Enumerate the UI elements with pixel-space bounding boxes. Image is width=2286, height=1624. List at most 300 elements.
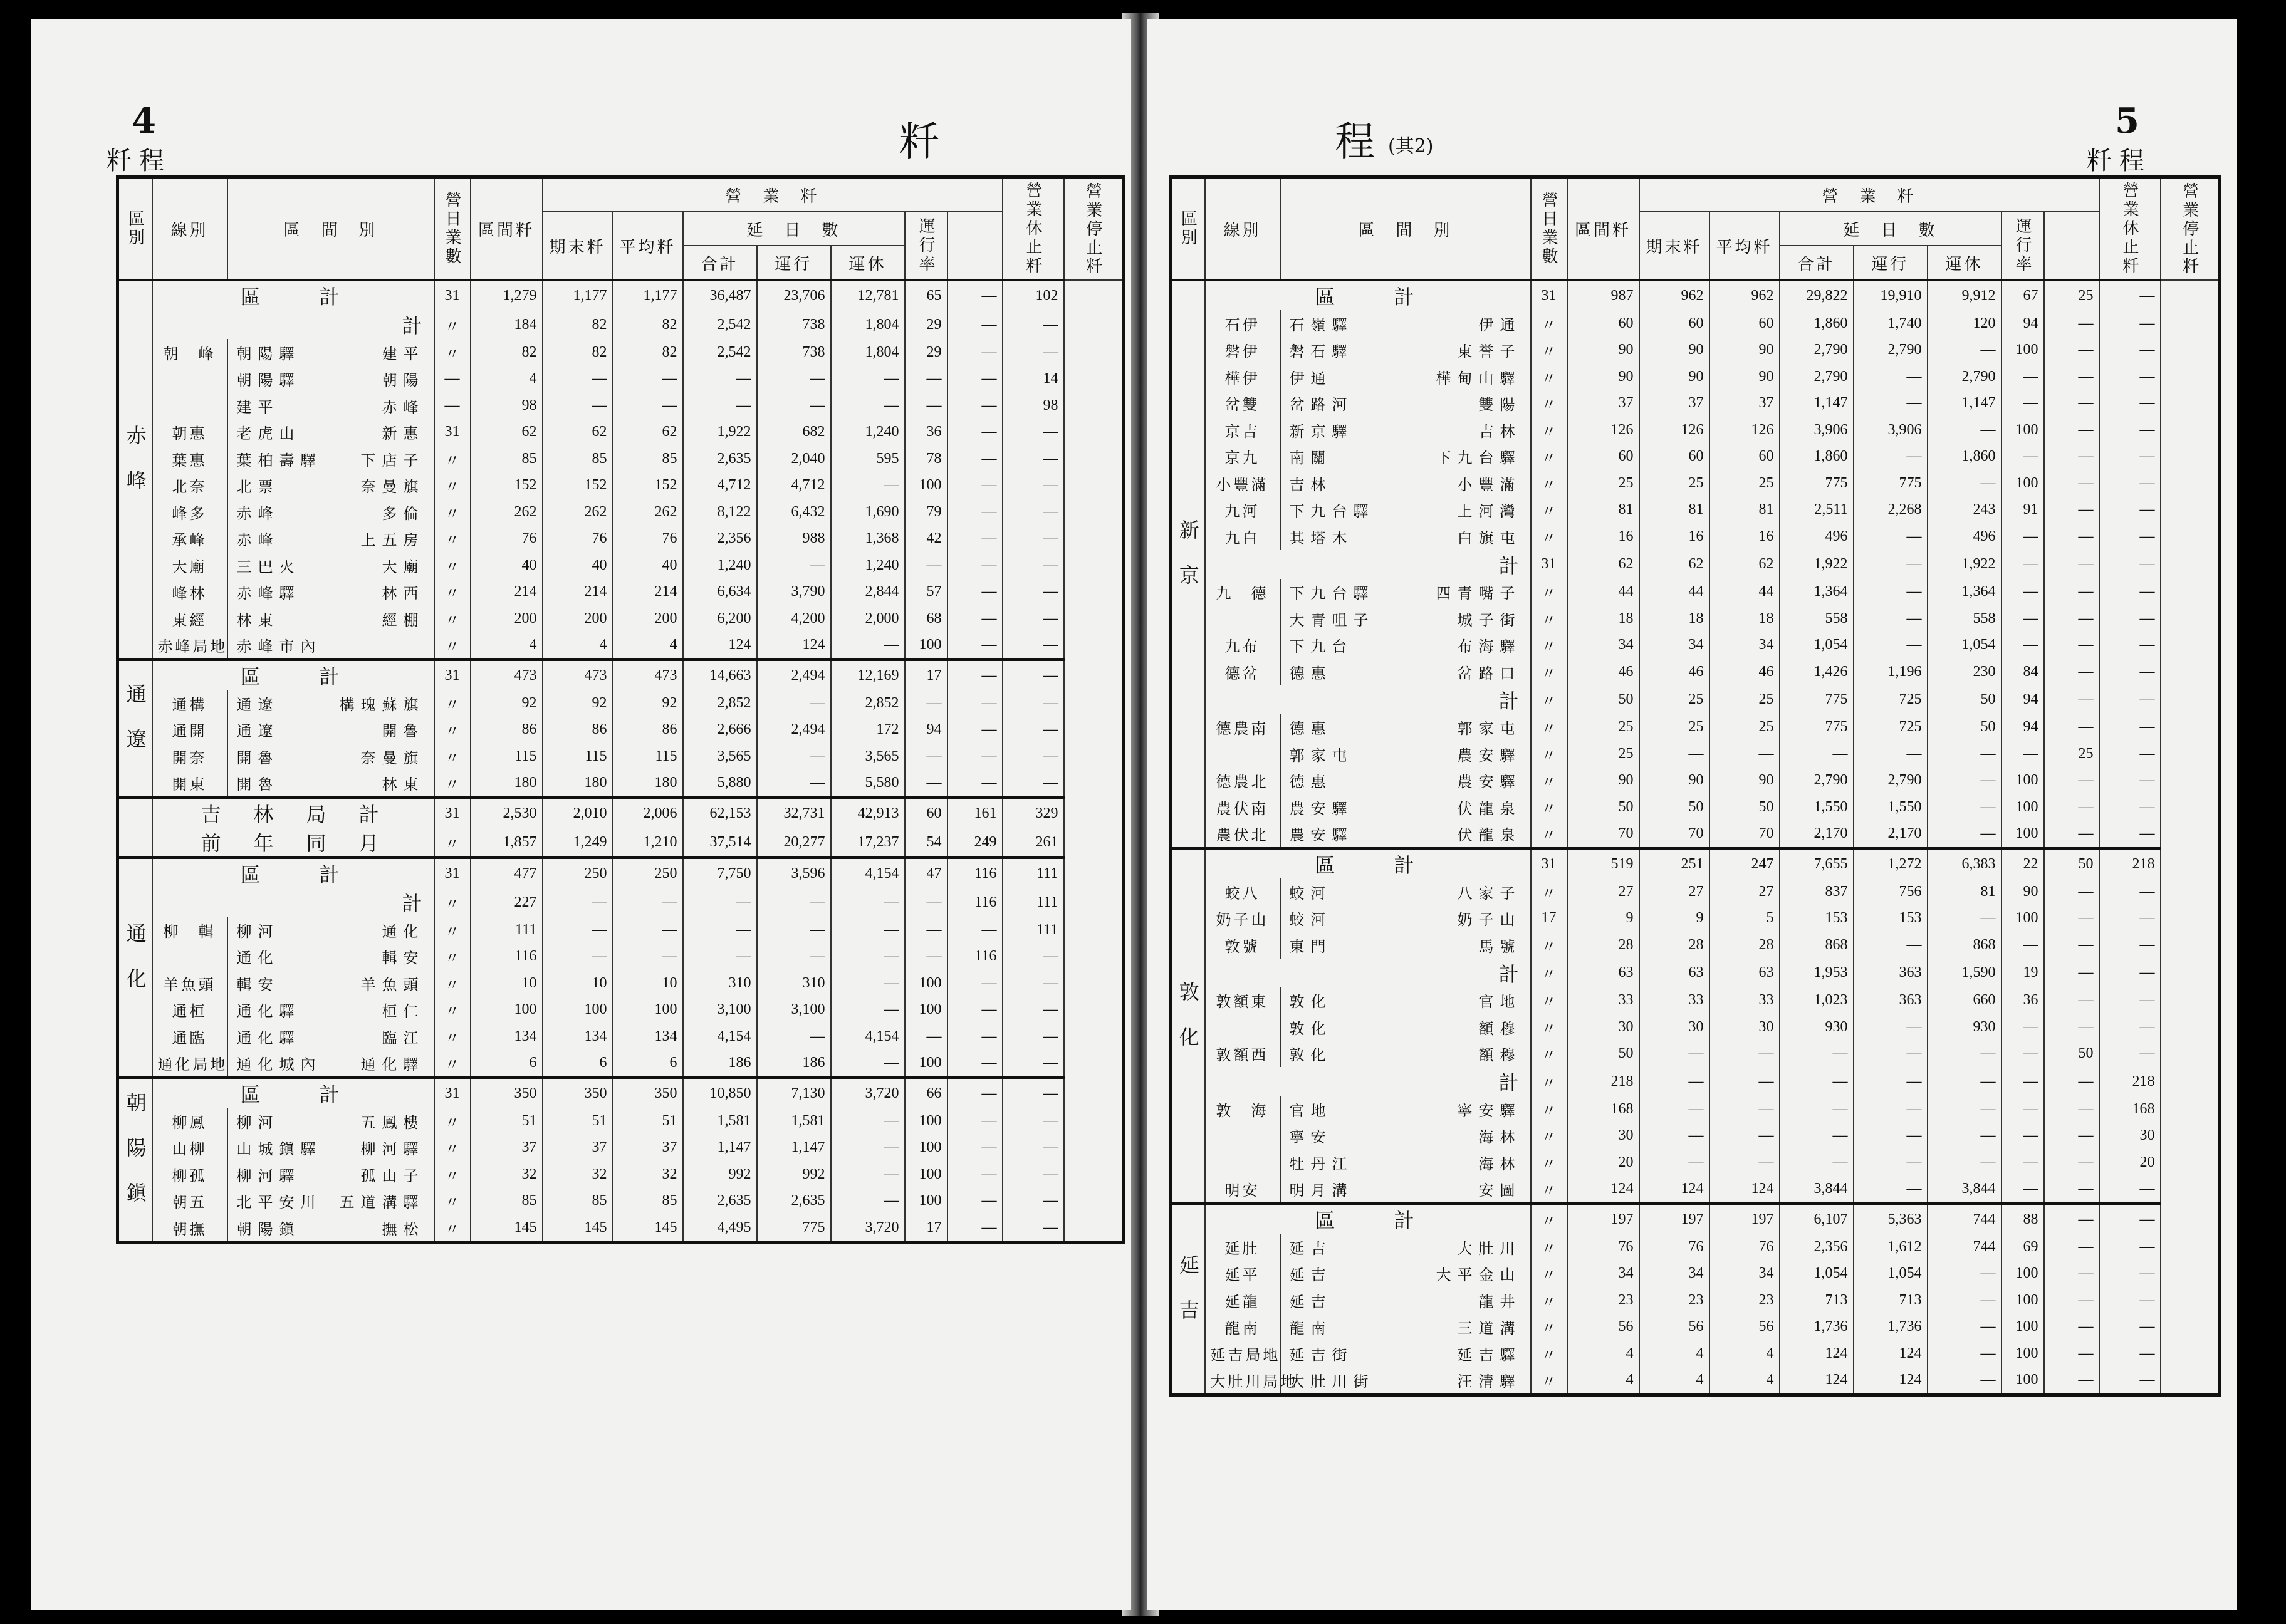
section-km: 70: [1567, 821, 1639, 849]
section-summary: 吉 林 局 計: [152, 798, 434, 828]
train-days-running: 1,736: [1854, 1314, 1928, 1341]
section-summary: 區 計: [1205, 848, 1531, 878]
closed-km: —: [2044, 310, 2099, 337]
section-from: 延吉: [1289, 1266, 1332, 1284]
business-days: 〃: [434, 579, 471, 606]
business-days: 〃: [1531, 1340, 1567, 1367]
line-name: 樺伊: [1205, 363, 1280, 390]
table-row: [1171, 550, 2220, 579]
run-rate: —: [905, 743, 947, 770]
end-km: 82: [543, 310, 613, 339]
run-rate: 100: [905, 1135, 947, 1162]
train-days-suspended: 81: [1928, 878, 2002, 905]
line-name: 通構: [152, 690, 227, 717]
section-summary: 區 計: [152, 280, 434, 310]
business-days: 〃: [434, 339, 471, 366]
run-rate: 100: [2002, 1367, 2044, 1395]
table-row: [118, 526, 1124, 553]
section-to: 奶子山: [1457, 911, 1521, 929]
business-days: 〃: [1531, 794, 1567, 821]
train-days-total: 837: [1780, 878, 1854, 905]
business-days: 〃: [1531, 417, 1567, 444]
stopped-km: —: [2099, 987, 2161, 1014]
table-row: [1171, 1340, 2220, 1367]
closed-km: —: [2044, 905, 2099, 932]
section-from: 明月溝: [1289, 1182, 1354, 1200]
section-km: 180: [471, 770, 543, 798]
end-km: 473: [543, 660, 613, 690]
end-km: 23: [1639, 1287, 1709, 1314]
closed-km: —: [2044, 1123, 2099, 1150]
line-name: 山柳: [152, 1135, 227, 1162]
train-days-total: 1,922: [683, 419, 757, 446]
section-from: 敦化: [1289, 1046, 1332, 1064]
end-km: 4: [543, 632, 613, 660]
left-page: [31, 19, 1131, 1610]
section-from: 通化: [236, 949, 279, 967]
table-row: [1171, 444, 2220, 471]
header-total: 合計: [683, 246, 757, 280]
train-days-total: —: [1780, 1041, 1854, 1068]
train-days-suspended: —: [1928, 741, 2002, 768]
closed-km: —: [2044, 1204, 2099, 1234]
table-row: [1171, 658, 2220, 685]
stopped-km: —: [2099, 632, 2161, 659]
line-name: 峰多: [152, 499, 227, 526]
train-days-suspended: —: [831, 1108, 905, 1135]
line-name: 磐伊: [1205, 337, 1280, 364]
header-suspended: 運休: [1928, 246, 2002, 280]
business-days: 〃: [1531, 1261, 1567, 1288]
run-rate: 66: [905, 1078, 947, 1108]
train-days-total: 62,153: [683, 798, 757, 828]
section-range: [227, 579, 434, 606]
table-row: [118, 770, 1124, 798]
section-summary: 區 計: [152, 858, 434, 888]
closed-km: —: [2044, 1340, 2099, 1367]
stopped-km: —: [2099, 280, 2161, 310]
run-rate: —: [905, 944, 947, 971]
district-cell: 新京: [1171, 280, 1205, 848]
train-days-suspended: —: [1928, 1340, 2002, 1367]
closed-km: —: [2044, 363, 2099, 390]
run-rate: —: [2002, 1041, 2044, 1068]
train-days-running: 2,494: [757, 660, 831, 690]
stopped-km: —: [1003, 944, 1064, 971]
section-from: 德惠: [1289, 720, 1332, 738]
closed-km: —: [2044, 987, 2099, 1014]
train-days-suspended: 744: [1928, 1204, 2002, 1234]
train-days-suspended: —: [1928, 794, 2002, 821]
train-days-total: 6,200: [683, 605, 757, 632]
train-days-suspended: 1,054: [1928, 632, 2002, 659]
section-km: 200: [471, 605, 543, 632]
stopped-km: —: [2099, 470, 2161, 497]
section-to: 通化: [382, 922, 425, 940]
stopped-km: —: [1003, 310, 1064, 339]
end-km: 37: [1639, 390, 1709, 417]
train-days-suspended: 243: [1928, 497, 2002, 524]
section-from: 赤峰驛: [236, 585, 301, 603]
train-days-suspended: 9,912: [1928, 280, 2002, 310]
stopped-km: —: [1003, 690, 1064, 717]
section-to: 額穆: [1478, 1019, 1521, 1038]
run-rate: 100: [2002, 768, 2044, 794]
district-cell: 敦化: [1171, 848, 1205, 1204]
table-row: [118, 392, 1124, 419]
table-row: [1171, 714, 2220, 741]
section-km: 56: [1567, 1314, 1639, 1341]
closed-km: —: [947, 770, 1003, 798]
section-from: 德惠: [1289, 773, 1332, 791]
business-days: 〃: [1531, 497, 1567, 524]
line-name: [1205, 1014, 1280, 1041]
header-end-km: 期末粁: [543, 212, 613, 280]
run-rate: 47: [905, 858, 947, 888]
section-to: 雙陽: [1478, 396, 1521, 414]
train-days-running: 992: [757, 1161, 831, 1188]
section-from: 東門: [1289, 937, 1332, 955]
section-from: 老虎山: [236, 425, 301, 443]
closed-km: —: [2044, 658, 2099, 685]
section-to: 伏龍泉: [1457, 799, 1521, 818]
section-from: 蛟河: [1289, 911, 1332, 929]
avg-km: 2,006: [613, 798, 683, 828]
avg-km: 25: [1709, 685, 1780, 714]
closed-km: —: [2044, 579, 2099, 606]
table-row: [118, 1161, 1124, 1188]
avg-km: 34: [1709, 632, 1780, 659]
business-days: 〃: [1531, 959, 1567, 987]
business-days: 〃: [1531, 632, 1567, 659]
business-days: 〃: [434, 310, 471, 339]
train-days-total: —: [683, 366, 757, 393]
avg-km: 30: [1709, 1014, 1780, 1041]
train-days-suspended: 172: [831, 717, 905, 744]
end-km: 134: [543, 1023, 613, 1050]
closed-km: —: [947, 605, 1003, 632]
section-from: 北平安川: [236, 1194, 322, 1212]
stopped-km: —: [2099, 685, 2161, 714]
section-km: 92: [471, 690, 543, 717]
stopped-km: —: [2099, 878, 2161, 905]
train-days-total: 1,736: [1780, 1314, 1854, 1341]
end-km: 25: [1639, 714, 1709, 741]
run-rate: 84: [2002, 658, 2044, 685]
section-to: 下九台驛: [1436, 449, 1521, 467]
train-days-total: 2,790: [1780, 768, 1854, 794]
district-cell: [118, 798, 152, 858]
section-from: 龍南: [1289, 1320, 1332, 1338]
run-rate: 100: [2002, 905, 2044, 932]
table-row: [118, 1135, 1124, 1162]
train-days-total: —: [683, 392, 757, 419]
table-row: [1171, 1287, 2220, 1314]
section-to: 海林: [1478, 1155, 1521, 1173]
section-km: 134: [471, 1023, 543, 1050]
table-row: [1171, 417, 2220, 444]
right-table: [1169, 175, 2221, 1397]
run-rate: —: [2002, 1176, 2044, 1204]
section-km: 473: [471, 660, 543, 690]
end-km: 76: [543, 526, 613, 553]
line-name: 朝五: [152, 1188, 227, 1215]
business-days: 〃: [1531, 337, 1567, 364]
section-km: 111: [471, 917, 543, 944]
train-days-suspended: 868: [1928, 932, 2002, 959]
header-end-km: 期末粁: [1639, 212, 1709, 280]
district-cell: 通遼: [118, 660, 152, 798]
train-days-running: —: [1854, 444, 1928, 471]
closed-km: —: [2044, 1287, 2099, 1314]
train-days-running: 5,363: [1854, 1204, 1928, 1234]
train-days-suspended: —: [1928, 821, 2002, 849]
stopped-km: —: [2099, 821, 2161, 849]
avg-km: —: [1709, 1096, 1780, 1123]
train-days-total: —: [1780, 1067, 1854, 1096]
avg-km: 40: [613, 552, 683, 579]
avg-km: 85: [613, 1188, 683, 1215]
end-km: 25: [1639, 685, 1709, 714]
section-range: [1280, 363, 1531, 390]
table-row: [1171, 741, 2220, 768]
section-km: 62: [471, 419, 543, 446]
train-days-running: —: [1854, 579, 1928, 606]
section-km: 126: [1567, 417, 1639, 444]
business-days: 〃: [434, 472, 471, 499]
avg-km: 962: [1709, 280, 1780, 310]
line-name: 開東: [152, 770, 227, 798]
business-days: 〃: [1531, 523, 1567, 550]
end-km: 251: [1639, 848, 1709, 878]
end-km: 145: [543, 1214, 613, 1242]
section-km: 46: [1567, 658, 1639, 685]
business-days: 〃: [434, 944, 471, 971]
train-days-suspended: —: [831, 997, 905, 1024]
run-rate: 100: [905, 632, 947, 660]
section-from: 通化城內: [236, 1056, 322, 1074]
section-km: 90: [1567, 768, 1639, 794]
section-km: 51: [471, 1108, 543, 1135]
section-to: 上河灣: [1457, 502, 1521, 521]
section-km: 27: [1567, 878, 1639, 905]
section-from: 蛟河: [1289, 884, 1332, 902]
table-row: [118, 472, 1124, 499]
section-to: 寧安驛: [1457, 1101, 1521, 1120]
run-rate: 88: [2002, 1204, 2044, 1234]
section-to: 官地: [1478, 993, 1521, 1011]
closed-km: —: [2044, 1067, 2099, 1096]
line-name: 京吉: [1205, 417, 1280, 444]
avg-km: 247: [1709, 848, 1780, 878]
section-km: 519: [1567, 848, 1639, 878]
business-days: 〃: [434, 605, 471, 632]
avg-km: 4: [1709, 1340, 1780, 1367]
section-to: 開魯: [382, 722, 425, 741]
end-km: 197: [1639, 1204, 1709, 1234]
line-name: 通化局地: [152, 1050, 227, 1078]
section-km: 1,279: [471, 280, 543, 310]
section-range: [227, 770, 434, 798]
closed-km: 50: [2044, 848, 2099, 878]
train-days-suspended: —: [831, 1050, 905, 1078]
district-cell: 延吉: [1171, 1204, 1205, 1395]
section-km: 6: [471, 1050, 543, 1078]
section-from: 延吉: [1289, 1239, 1332, 1257]
train-days-suspended: 4,154: [831, 1023, 905, 1050]
section-range: [1280, 905, 1531, 932]
run-rate: 94: [905, 717, 947, 744]
table-row: [118, 1214, 1124, 1242]
train-days-suspended: —: [1928, 1367, 2002, 1395]
business-days: 〃: [1531, 768, 1567, 794]
line-name: 北奈: [152, 472, 227, 499]
stopped-km: —: [2099, 932, 2161, 959]
end-km: 56: [1639, 1314, 1709, 1341]
business-days: 〃: [1531, 1234, 1567, 1261]
section-range: [1280, 1149, 1531, 1176]
avg-km: —: [1709, 1149, 1780, 1176]
end-km: 28: [1639, 932, 1709, 959]
avg-km: 126: [1709, 417, 1780, 444]
section-km: 145: [471, 1214, 543, 1242]
closed-km: 25: [2044, 280, 2099, 310]
section-range: [227, 1214, 434, 1242]
stopped-km: 111: [1003, 858, 1064, 888]
run-rate: 94: [2002, 685, 2044, 714]
header-section-km: 區間粁: [1567, 177, 1639, 281]
train-days-total: —: [683, 944, 757, 971]
avg-km: —: [1709, 1123, 1780, 1150]
train-days-running: —: [757, 366, 831, 393]
run-rate: —: [2002, 1096, 2044, 1123]
run-rate: 100: [905, 1188, 947, 1215]
closed-km: —: [2044, 714, 2099, 741]
table-row: [1171, 1367, 2220, 1395]
closed-km: —: [2044, 470, 2099, 497]
table-row: [1171, 905, 2220, 932]
train-days-running: —: [1854, 605, 1928, 632]
section-from: 敦化: [1289, 993, 1332, 1011]
train-days-suspended: —: [1928, 1096, 2002, 1123]
train-days-suspended: —: [831, 1135, 905, 1162]
run-rate: 17: [905, 660, 947, 690]
section-km: 60: [1567, 444, 1639, 471]
end-km: 60: [1639, 444, 1709, 471]
section-to: 農安驛: [1457, 773, 1521, 791]
line-name: [152, 944, 227, 971]
train-days-total: 4,154: [683, 1023, 757, 1050]
header-district: 區別: [1171, 177, 1205, 281]
business-days: 〃: [1531, 714, 1567, 741]
closed-km: —: [2044, 632, 2099, 659]
avg-km: 6: [613, 1050, 683, 1078]
train-days-running: 713: [1854, 1287, 1928, 1314]
section-range: [1280, 1096, 1531, 1123]
run-rate: 29: [905, 310, 947, 339]
train-days-total: 1,860: [1780, 310, 1854, 337]
line-name: [1205, 741, 1280, 768]
run-rate: —: [2002, 1149, 2044, 1176]
line-name: [1205, 605, 1280, 632]
section-km: 16: [1567, 523, 1639, 550]
section-from: 大青咀子: [1289, 611, 1375, 629]
end-km: 30: [1639, 1014, 1709, 1041]
table-row: [118, 660, 1124, 690]
business-days: 31: [1531, 280, 1567, 310]
run-rate: 57: [905, 579, 947, 606]
stopped-km: —: [2099, 1234, 2161, 1261]
train-days-running: —: [757, 944, 831, 971]
train-days-suspended: 3,720: [831, 1214, 905, 1242]
run-rate: 17: [905, 1214, 947, 1242]
header-running: 運行: [1854, 246, 1928, 280]
train-days-running: —: [1854, 1149, 1928, 1176]
train-days-total: 775: [1780, 714, 1854, 741]
stopped-km: 20: [2099, 1149, 2161, 1176]
closed-km: —: [947, 717, 1003, 744]
table-row: [1171, 310, 2220, 337]
run-rate: —: [2002, 579, 2044, 606]
run-rate: 54: [905, 828, 947, 858]
end-km: 962: [1639, 280, 1709, 310]
stopped-km: —: [2099, 1367, 2161, 1395]
header-business-days: 營日業數: [1531, 177, 1567, 281]
train-days-total: 2,790: [1780, 337, 1854, 364]
header-train-days: 延 日 數: [1780, 212, 2002, 246]
page-number: 5: [2115, 100, 2139, 142]
table-row: [118, 944, 1124, 971]
header-business-km: 營 業 粁: [1639, 177, 2099, 212]
stopped-km: —: [1003, 552, 1064, 579]
train-days-total: 868: [1780, 932, 1854, 959]
section-to: 桓仁: [382, 1002, 425, 1021]
train-days-suspended: —: [1928, 1287, 2002, 1314]
train-days-running: 186: [757, 1050, 831, 1078]
train-days-total: 14,663: [683, 660, 757, 690]
business-days: 〃: [434, 1161, 471, 1188]
train-days-suspended: 1,690: [831, 499, 905, 526]
section-range: [227, 552, 434, 579]
section-to: 額穆: [1478, 1046, 1521, 1064]
train-days-total: 124: [683, 632, 757, 660]
section-from: 通遼: [236, 695, 279, 714]
train-days-suspended: —: [1928, 337, 2002, 364]
section-range: [1280, 310, 1531, 337]
train-days-suspended: —: [1928, 1067, 2002, 1096]
line-name: 朝惠: [152, 419, 227, 446]
table-row: [118, 690, 1124, 717]
stopped-km: —: [2099, 363, 2161, 390]
train-days-running: 1,272: [1854, 848, 1928, 878]
business-days: 〃: [434, 690, 471, 717]
closed-km: —: [947, 526, 1003, 553]
business-days: 〃: [1531, 1096, 1567, 1123]
end-km: 76: [1639, 1234, 1709, 1261]
train-days-suspended: 3,565: [831, 743, 905, 770]
section-range: [227, 1023, 434, 1050]
avg-km: 60: [1709, 310, 1780, 337]
section-km: 76: [1567, 1234, 1639, 1261]
train-days-running: 310: [757, 970, 831, 997]
section-km: 477: [471, 858, 543, 888]
section-from: 柳河: [236, 922, 279, 940]
train-days-running: 725: [1854, 685, 1928, 714]
table-row: [1171, 1149, 2220, 1176]
section-from: 葉柏壽驛: [236, 451, 322, 469]
business-days: 〃: [1531, 932, 1567, 959]
table-row: [118, 419, 1124, 446]
